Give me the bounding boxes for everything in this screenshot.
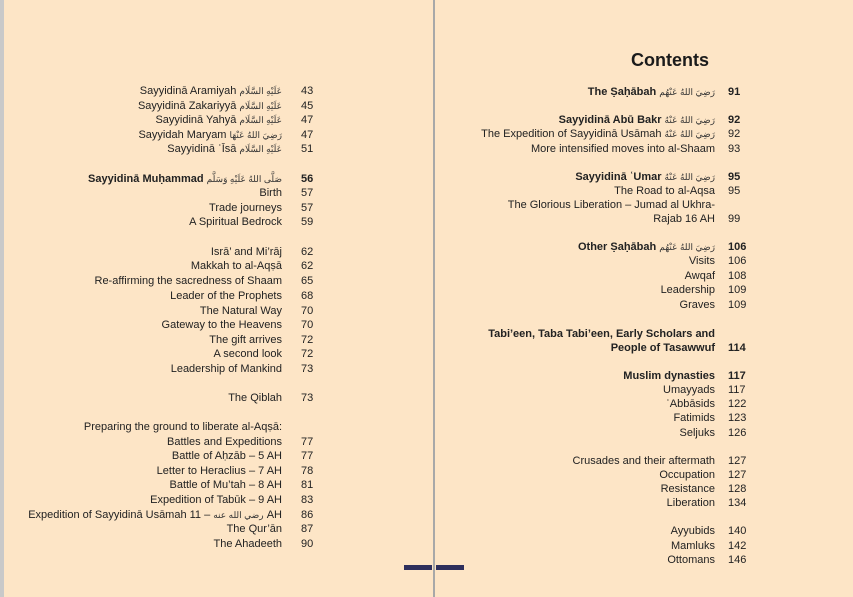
toc-page-number: 114 [728, 342, 746, 354]
toc-entry-label: Trade journeys [209, 202, 282, 214]
toc-page-number: 93 [728, 143, 741, 155]
toc-page-number: 87 [301, 523, 314, 535]
toc-entry [0, 482, 853, 496]
toc-entry [0, 127, 853, 141]
toc-entry-label: Crusades and their aftermath [572, 455, 715, 467]
toc-entry [0, 397, 853, 411]
honorific-glyph: رضي الله عنه [213, 510, 264, 520]
toc-entry-label: Re-affirming the sacredness of Shaam [94, 275, 282, 287]
toc-entry [0, 212, 853, 226]
toc-page-number: 81 [301, 479, 314, 491]
toc-page-number: 77 [301, 450, 314, 462]
toc-entry-label: The Natural Way [199, 305, 282, 317]
honorific-glyph: عَلَيْهِ السَّلَام [239, 144, 282, 154]
toc-page-number: 109 [728, 284, 747, 296]
toc-entry-label: Birth [259, 187, 282, 199]
toc-entry-label: The Glorious Liberation – Jumad al Ukhra- [507, 199, 715, 211]
toc-page-number: 92 [728, 114, 741, 126]
toc-entry-label: The Qur’ān [226, 523, 282, 535]
toc-entry [0, 298, 853, 312]
toc-page-number: 91 [728, 86, 741, 98]
honorific-glyph: رَضِيَ اللهُ عَنْهُ [664, 129, 715, 139]
toc-entry-label: Umayyads [663, 384, 715, 396]
toc-entry-title [666, 397, 715, 411]
toc-page-number: 57 [301, 187, 314, 199]
toc-entry-label: Battle of Mu’tah – 8 AH [169, 479, 282, 491]
toc-page-number: 117 [728, 370, 746, 382]
toc-entry-title [671, 524, 715, 538]
toc-page-number: 90 [301, 538, 314, 550]
toc-entry-label: Ottomans [667, 554, 715, 566]
toc-page-number: 106 [728, 255, 747, 267]
toc-page-number: 92 [728, 128, 741, 140]
toc-entry-title [575, 170, 715, 184]
toc-page-number: 83 [301, 494, 314, 506]
toc-entry [0, 426, 853, 440]
honorific-glyph: رَضِيَ اللهُ عَنْهُ [664, 115, 715, 125]
toc-entry-label: The Qiblah [228, 392, 282, 404]
toc-entry [0, 170, 853, 184]
toc-entry [0, 254, 853, 268]
toc-entry-title [578, 240, 715, 254]
toc-entry-title [685, 269, 715, 283]
toc-page-number: 72 [301, 334, 314, 346]
toc-page-number: 99 [728, 213, 741, 225]
toc-entry-label: Other Ṣaḥābah [577, 241, 657, 253]
toc-page-number: 68 [301, 290, 314, 302]
toc-entry-title [661, 283, 715, 297]
toc-page-number: 70 [301, 305, 314, 317]
toc-page-number: 43 [301, 85, 314, 97]
toc-page-number: 95 [728, 171, 741, 183]
toc-page-number: 47 [301, 129, 314, 141]
toc-entry-label: Sayyidinā ʿĪsā [167, 143, 237, 155]
toc-entry-label: Leader of the Prophets [170, 290, 282, 302]
toc-entry [0, 508, 853, 522]
toc-entry [0, 369, 853, 383]
toc-page-number: 134 [728, 497, 747, 509]
toc-page-number: 140 [728, 525, 747, 537]
toc-entry [0, 327, 853, 341]
toc-entry-label: A second look [213, 348, 282, 360]
honorific-glyph: رَضِيَ اللهُ عَنْهُم [659, 87, 715, 97]
toc-entry-label: Sayyidinā Abū Bakr [558, 114, 662, 126]
toc-entry-title [614, 184, 715, 198]
toc-page-number: 95 [728, 185, 741, 197]
toc-page-number: 73 [301, 363, 314, 375]
toc-entry-title [680, 426, 715, 440]
toc-entry-label: Sayyidinā Aramiyah [139, 85, 237, 97]
toc-page-number: 62 [301, 260, 314, 272]
toc-entry [0, 539, 853, 553]
toc-page-number: 106 [728, 241, 747, 253]
honorific-glyph: رَضِيَ اللهُ عَنْهُم [659, 242, 715, 252]
toc-entry-label: Visits [688, 255, 715, 267]
toc-page-number: 86 [301, 509, 314, 521]
toc-entry [0, 198, 853, 212]
toc-page-number: 109 [728, 299, 747, 311]
toc-page-number: 56 [301, 173, 314, 185]
honorific-glyph: رَضِيَ اللهُ عَنْهَا [229, 130, 282, 140]
toc-page-number: 73 [301, 392, 314, 404]
toc-entry-label: Leadership of Mankind [170, 363, 282, 375]
toc-entry-label: Letter to Heraclius – 7 AH [156, 465, 282, 477]
toc-entry [0, 468, 853, 482]
toc-page-number: 51 [301, 143, 314, 155]
toc-page-number: 47 [301, 114, 314, 126]
toc-entry [0, 142, 853, 156]
toc-entry-label: Expedition of Sayyidinā Usāmah [28, 509, 187, 521]
toc-page-number: 59 [301, 216, 314, 228]
toc-entry-label: The Ṣaḥābah [587, 86, 657, 98]
toc-entry-label: Tabi’een, Taba Tabi’een, Early Scholars and [488, 328, 715, 340]
toc-entry-label: Isrā’ and Mi’rāj [210, 246, 282, 258]
toc-entry [0, 99, 853, 113]
toc-entry-title [667, 496, 715, 510]
toc-entry-title [588, 85, 715, 99]
honorific-glyph: صَلَّى اللهُ عَلَيْهِ وَسَلَّم [206, 174, 282, 184]
toc-page-number: 78 [301, 465, 314, 477]
toc-page-number: 108 [728, 270, 747, 282]
toc-entry [0, 496, 853, 510]
toc-entry-label: Seljuks [679, 427, 715, 439]
toc-page-number: 126 [728, 427, 747, 439]
toc-entry-title [667, 553, 715, 567]
toc-entry-label: Sayyidah Maryam [138, 129, 227, 141]
toc-entry-label: Sayyidinā ʿUmar [575, 171, 662, 183]
toc-page-number: 70 [301, 319, 314, 331]
honorific-glyph: رَضِيَ اللهُ عَنْهُ [664, 172, 715, 182]
toc-entry-title [28, 508, 282, 522]
toc-entry [0, 240, 853, 254]
toc-entry-title [661, 482, 715, 496]
toc-entry [0, 341, 853, 355]
contents-title: Contents [631, 50, 709, 70]
toc-page-number: 123 [728, 412, 747, 424]
toc-page-number: 142 [728, 540, 747, 552]
toc-entry-title [138, 99, 282, 113]
toc-entry-title [481, 127, 715, 141]
toc-entry-title [653, 212, 715, 226]
toc-entry-label: Preparing the ground to liberate al-Aqṣā: [83, 421, 282, 433]
toc-page-number: 127 [728, 469, 747, 481]
toc-entry-label: Sayyidinā Zakariyyā [137, 100, 237, 112]
toc-entry-title [531, 142, 715, 156]
toc-entry [0, 283, 853, 297]
toc-entry-label: The gift arrives [209, 334, 282, 346]
toc-entry [0, 553, 853, 567]
toc-entry-label: Muslim dynasties [623, 370, 715, 382]
toc-page-number: 128 [728, 483, 747, 495]
toc-entry [0, 411, 853, 425]
toc-entry-label: Awqaf [684, 270, 715, 282]
toc-entry-label: People of Tasawwuf [610, 342, 715, 354]
toc-entry-title [623, 369, 715, 383]
toc-entry [0, 383, 853, 397]
toc-entry [0, 113, 853, 127]
toc-entry-label: The Expedition of Sayyidinā Usāmah [481, 128, 662, 140]
toc-entry-label: ʿAbbāsids [666, 398, 715, 410]
honorific-glyph: عَلَيْهِ السَّلَام [239, 115, 282, 125]
toc-entry-label: Resistance [660, 483, 715, 495]
toc-page-number: 45 [301, 100, 314, 112]
toc-entry-label: Fatimids [673, 412, 715, 424]
toc-entry-label: Mamluks [670, 540, 715, 552]
toc-entry-title [663, 383, 715, 397]
toc-page-number: 72 [301, 348, 314, 360]
honorific-glyph: عَلَيْهِ السَّلَام [239, 101, 282, 111]
toc-entry-label: A Spiritual Bedrock [189, 216, 282, 228]
toc-entry-title [680, 298, 715, 312]
toc-page-number: 122 [728, 398, 747, 410]
toc-entry-label: Sayyidinā Yahyā [155, 114, 237, 126]
toc-entry-title [689, 254, 715, 268]
toc-entry [0, 85, 853, 99]
toc-entry-label: The Road to al-Aqsa [614, 185, 715, 197]
toc-entry-title [611, 341, 715, 355]
toc-entry-label: Graves [679, 299, 715, 311]
toc-entry-label: Leadership [660, 284, 715, 296]
toc-page-number: 62 [301, 246, 314, 258]
toc-page-number: 65 [301, 275, 314, 287]
toc-entry-title [673, 411, 715, 425]
toc-entry-label: Sayyidinā Muḥammad [88, 173, 204, 185]
toc-entry-label: Battle of Aḥzāb – 5 AH [171, 450, 282, 462]
toc-entry [0, 269, 853, 283]
toc-entry-suffix: – 11 AH [189, 509, 282, 521]
toc-entry-label: Rajab 16 AH [653, 213, 715, 225]
toc-entry-title [559, 113, 715, 127]
toc-entry-title [659, 468, 715, 482]
toc-entry-title [488, 327, 715, 341]
toc-entry-label: The Ahadeeth [213, 538, 282, 550]
toc-entry-label: Occupation [659, 469, 715, 481]
toc-entry [0, 454, 853, 468]
toc-entry-label: Ayyubids [670, 525, 715, 537]
toc-entry-label: Battles and Expeditions [167, 436, 282, 448]
toc-page-number: 77 [301, 436, 314, 448]
toc-entry-label: Makkah to al-Aqṣā [190, 260, 282, 272]
toc-entry [0, 184, 853, 198]
toc-entry-label: More intensified moves into al-Shaam [530, 143, 715, 155]
toc-entry-title [508, 198, 715, 212]
toc-page-number: 127 [728, 455, 747, 467]
toc-entry-title [671, 539, 715, 553]
honorific-glyph: عَلَيْهِ السَّلَام [239, 86, 282, 96]
toc-page-number: 146 [728, 554, 747, 566]
toc-entry [0, 524, 853, 538]
toc-entry-title [573, 454, 715, 468]
toc-page-number: 57 [301, 202, 314, 214]
toc-page-number: 117 [728, 384, 746, 396]
toc-entry-label: Gateway to the Heavens [161, 319, 282, 331]
toc-entry-label: Liberation [666, 497, 715, 509]
toc-entry-label: Expedition of Tabūk – 9 AH [150, 494, 282, 506]
